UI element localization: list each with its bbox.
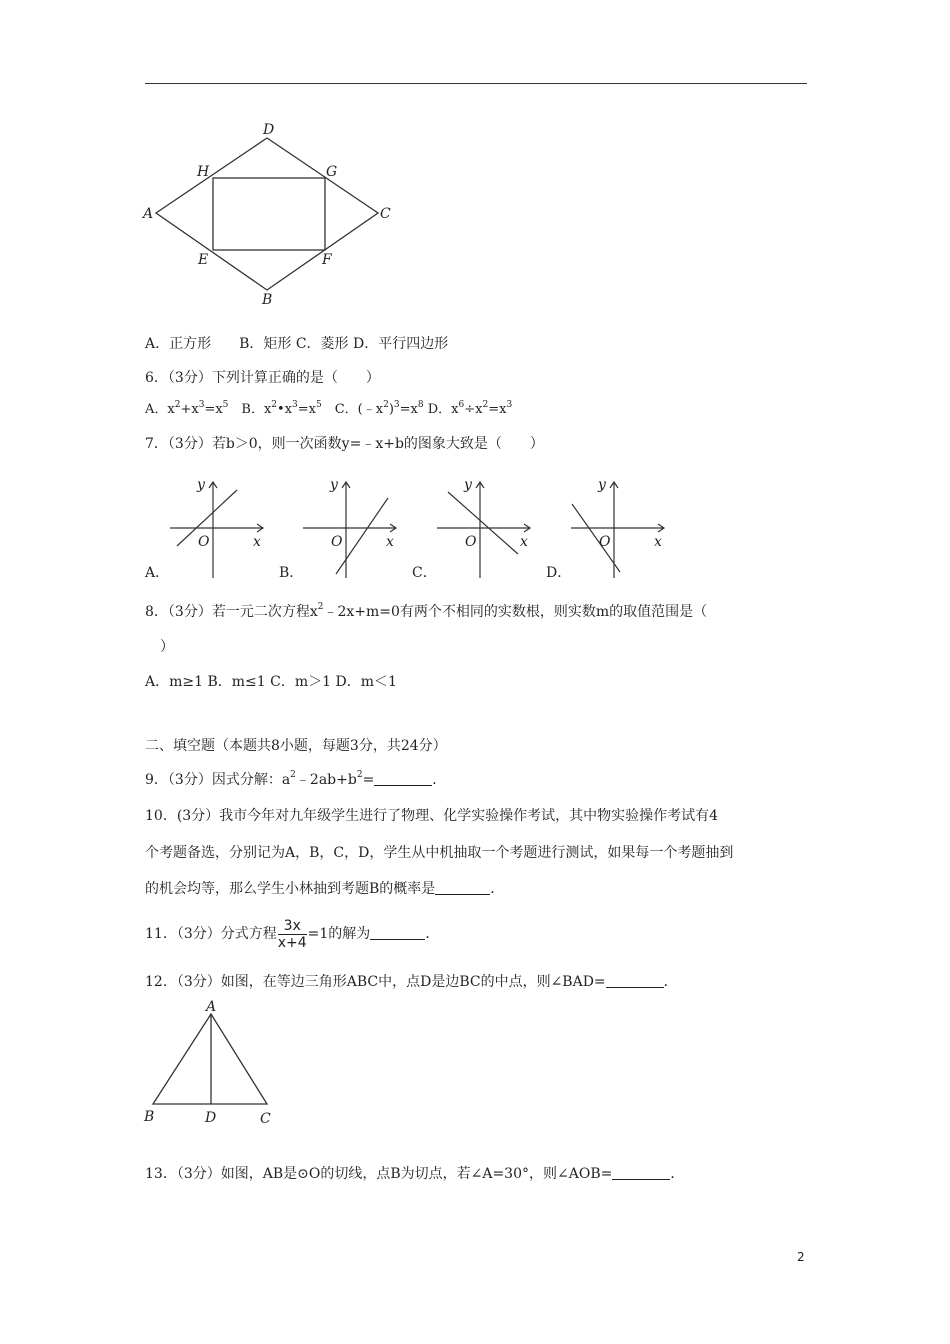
label-h: H xyxy=(197,164,210,180)
q9-answer-blank[interactable] xyxy=(374,771,432,786)
q9: 9．（3分）因式分解：$a^2﹣2ab+b^2=$ ． xyxy=(145,770,447,788)
q10-answer-blank[interactable] xyxy=(435,880,490,895)
section-2-heading: 二、填空题（本题共8小题，每题3分，共24分） xyxy=(145,738,447,754)
label-d: D xyxy=(263,122,275,138)
q13-stem: 13．（3分）如图，AB是⊙O的切线，点B为切点，若∠A=30°，则∠AOB= ． xyxy=(145,1166,685,1182)
q7-stem: 7．（3分）若b＞0，则一次函数y=﹣x+b的图象大致是（ ） xyxy=(145,436,544,452)
label-a: A xyxy=(206,999,217,1015)
q7-option-d: D． xyxy=(546,565,572,581)
q10-line-1: 10．(3分）我市今年对九年级学生进行了物理、化学实验操作考试，其中物实验操作考试有4 xyxy=(145,808,719,824)
q7-option-a: A． xyxy=(145,565,170,581)
svg-text:x: x xyxy=(520,534,528,550)
q6-stem: 6．（3分）下列计算正确的是（ ） xyxy=(145,370,380,386)
svg-text:O: O xyxy=(331,534,343,550)
graph-b xyxy=(300,474,405,582)
q11-fraction: $\frac{3x}{x+4}$ xyxy=(277,917,307,951)
label-c: C xyxy=(380,206,391,222)
svg-text:x: x xyxy=(386,534,394,550)
svg-text:x: x xyxy=(253,534,261,550)
graph-a xyxy=(165,474,270,582)
q7-option-c: C． xyxy=(412,565,437,581)
svg-text:x: x xyxy=(654,534,662,550)
q12-answer-blank[interactable] xyxy=(606,973,664,988)
rhombus-figure xyxy=(140,118,400,313)
label-e: E xyxy=(198,252,209,268)
label-b: B xyxy=(144,1109,155,1125)
q6-options: A．$x^2+x^3=x^5$ B．$x^2•x^3=x^5$ C．$(﹣x^2)^3=x^8$ D．$x^6\div x^2=x^3$ xyxy=(145,399,513,417)
label-g: G xyxy=(326,164,338,180)
label-d: D xyxy=(205,1110,217,1126)
q10-line-2: 个考题备选，分别记为A，B，C，D，学生从中机抽取一个考题进行测试，如果每一个考题抽到 xyxy=(145,845,734,861)
triangle-figure xyxy=(140,996,290,1131)
q10-line-3: 的机会均等，那么学生小林抽到考题B的概率是 ． xyxy=(145,881,505,897)
q8-stem: 8．（3分）若一元二次方程$x^2﹣2x+m=0$有两个不相同的实数根，则实数m的取值范围是（ xyxy=(145,602,708,620)
svg-text:y: y xyxy=(330,477,338,493)
label-f: F xyxy=(322,252,332,268)
q7-option-b: B． xyxy=(279,565,304,581)
header-rule xyxy=(145,83,807,84)
label-c: C xyxy=(260,1111,271,1127)
svg-text:O: O xyxy=(465,534,477,550)
q8-stem-cont: ） xyxy=(160,639,174,655)
svg-text:y: y xyxy=(464,477,472,493)
q11-answer-blank[interactable] xyxy=(370,925,425,940)
label-b: B xyxy=(262,292,273,308)
graph-c xyxy=(434,474,539,582)
graph-d xyxy=(568,474,673,582)
svg-text:y: y xyxy=(197,477,205,493)
page-number: 2 xyxy=(797,1250,805,1264)
q13-answer-blank[interactable] xyxy=(612,1165,670,1180)
svg-text:O: O xyxy=(198,534,210,550)
label-a: A xyxy=(143,206,154,222)
q12-stem: 12．（3分）如图，在等边三角形ABC中，点D是边BC的中点，则∠BAD= ． xyxy=(145,974,678,990)
q11: 11．（3分）分式方程 $\frac{3x}{x+4}$ =1的解为 ． xyxy=(145,917,440,951)
q8-options: A．m≥1 B．m≤1 C．m＞1 D．m＜1 xyxy=(145,674,397,690)
svg-text:y: y xyxy=(598,477,606,493)
q5-options: A．正方形 B．矩形 C．菱形 D．平行四边形 xyxy=(145,336,449,352)
svg-text:O: O xyxy=(599,534,611,550)
